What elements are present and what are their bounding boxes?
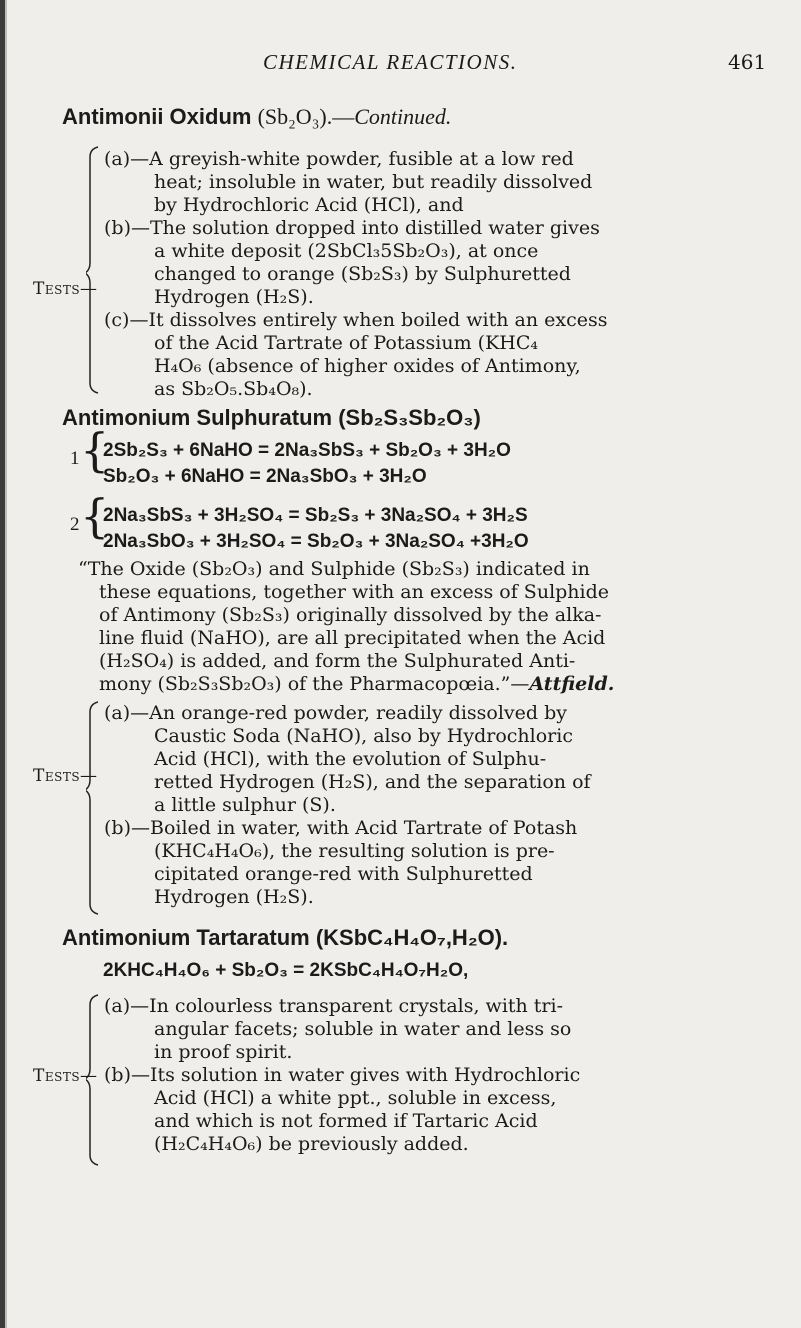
test-line: (KHC₄H₄O₆), the resulting solution is pre-	[154, 840, 555, 862]
test-line: cipitated orange-red with Sulphuretted	[154, 863, 533, 885]
equation-1a: 2Sb₂S₃ + 6NaHO = 2Na₃SbS₃ + Sb₂O₃ + 3H₂O	[103, 440, 511, 461]
quote-line: mony (Sb₂S₃Sb₂O₃) of the Pharmacopœia.”—	[99, 673, 530, 695]
equation-number-1: 1	[70, 448, 80, 469]
tests-label-1: Tests—	[33, 279, 98, 299]
equation-3: 2KHC₄H₄O₆ + Sb₂O₃ = 2KSbC₄H₄O₇H₂O,	[103, 960, 469, 981]
equation-2a: 2Na₃SbS₃ + 3H₂SO₄ = Sb₂S₃ + 3Na₂SO₄ + 3H₂S	[103, 505, 528, 526]
test-line: (a)—An orange-red powder, readily dissolved by	[104, 702, 568, 724]
equation-1b: Sb₂O₃ + 6NaHO = 2Na₃SbO₃ + 3H₂O	[103, 466, 427, 487]
test-line: Caustic Soda (NaHO), also by Hydrochloric	[154, 725, 573, 747]
test-line: (c)—It dissolves entirely when boiled with an excess	[104, 309, 608, 331]
test-line: (a)—In colourless transparent crystals, with tri-	[104, 995, 564, 1017]
tests-brace-1	[86, 145, 102, 395]
test-line: angular facets; soluble in water and less so	[154, 1018, 572, 1040]
heading-continued: Continued.	[354, 104, 452, 129]
tests-list-1	[104, 148, 607, 401]
section-heading-antimonium-tartaratum	[62, 925, 508, 951]
equation-brace-2: {	[80, 489, 110, 543]
page-number: 461	[728, 50, 767, 74]
test-line: (b)—The solution dropped into distilled water gives	[104, 217, 600, 239]
quote-attribution: Attfield.	[529, 673, 615, 695]
running-header-title: CHEMICAL REACTIONS.	[263, 50, 518, 74]
test-line: (b)—Its solution in water gives with Hydrochloric	[104, 1064, 581, 1086]
test-line: as Sb₂O₅.Sb₄O₈).	[154, 378, 313, 400]
heading-formula: (Sb₂S₃Sb₂O₃)	[338, 405, 481, 430]
section-heading-antimonii-oxidum	[62, 104, 451, 130]
test-line: (a)—A greyish-white powder, fusible at a low red	[104, 148, 574, 170]
test-line: Acid (HCl) a white ppt., soluble in excess,	[154, 1087, 557, 1109]
test-line: a little sulphur (S).	[154, 794, 336, 816]
test-line: and which is not formed if Tartaric Acid	[154, 1110, 538, 1132]
test-line: Hydrogen (H₂S).	[154, 286, 314, 308]
quote-line: these equations, together with an excess of Sulphide	[99, 581, 610, 603]
quote-line: (H₂SO₄) is added, and form the Sulphurated Anti-	[99, 650, 576, 672]
quote-line: “The Oxide (Sb₂O₃) and Sulphide (Sb₂S₃) indicated in	[78, 558, 590, 580]
test-line: of the Acid Tartrate of Potassium (KHC₄	[154, 332, 539, 354]
test-line: (H₂C₄H₄O₆) be previously added.	[154, 1133, 469, 1155]
equation-brace-1: {	[80, 423, 110, 477]
heading-formula: (KSbC₄H₄O₇,H₂O).	[315, 925, 509, 950]
attfield-quote	[78, 558, 738, 696]
equation-2b: 2Na₃SbO₃ + 3H₂SO₄ = Sb₂O₃ + 3Na₂SO₄ +3H₂O	[103, 531, 529, 552]
test-line: (b)—Boiled in water, with Acid Tartrate of Potash	[104, 817, 578, 839]
heading-name: Antimonium Sulphuratum	[62, 405, 333, 430]
test-line: by Hydrochloric Acid (HCl), and	[154, 194, 464, 216]
section-heading-antimonium-sulphuratum	[62, 405, 481, 431]
page-binding-shadow	[5, 0, 7, 1328]
test-line: a white deposit (2SbCl₃5Sb₂O₃), at once	[154, 240, 539, 262]
heading-name: Antimonium Tartaratum	[62, 925, 310, 950]
tests-list-3	[104, 995, 580, 1156]
tests-label-3: Tests—	[33, 1066, 98, 1086]
test-line: Acid (HCl), with the evolution of Sulphu-	[154, 748, 547, 770]
tests-label-2: Tests—	[33, 766, 98, 786]
tests-list-2	[104, 702, 591, 909]
quote-line: line fluid (NaHO), are all precipitated when the Acid	[99, 627, 606, 649]
tests-brace-3	[86, 993, 102, 1167]
heading-formula: (Sb₂O₃).—	[257, 104, 355, 129]
test-line: in proof spirit.	[154, 1041, 293, 1063]
test-line: H₄O₆ (absence of higher oxides of Antimony,	[154, 355, 581, 377]
test-line: heat; insoluble in water, but readily dissolved	[154, 171, 593, 193]
tests-brace-2	[86, 700, 102, 916]
heading-name: Antimonii Oxidum	[62, 104, 252, 129]
test-line: changed to orange (Sb₂S₃) by Sulphuretted	[154, 263, 571, 285]
test-line: Hydrogen (H₂S).	[154, 886, 314, 908]
test-line: retted Hydrogen (H₂S), and the separation of	[154, 771, 591, 793]
equation-number-2: 2	[70, 514, 80, 535]
quote-line: of Antimony (Sb₂S₃) originally dissolved by the alka-	[99, 604, 602, 626]
